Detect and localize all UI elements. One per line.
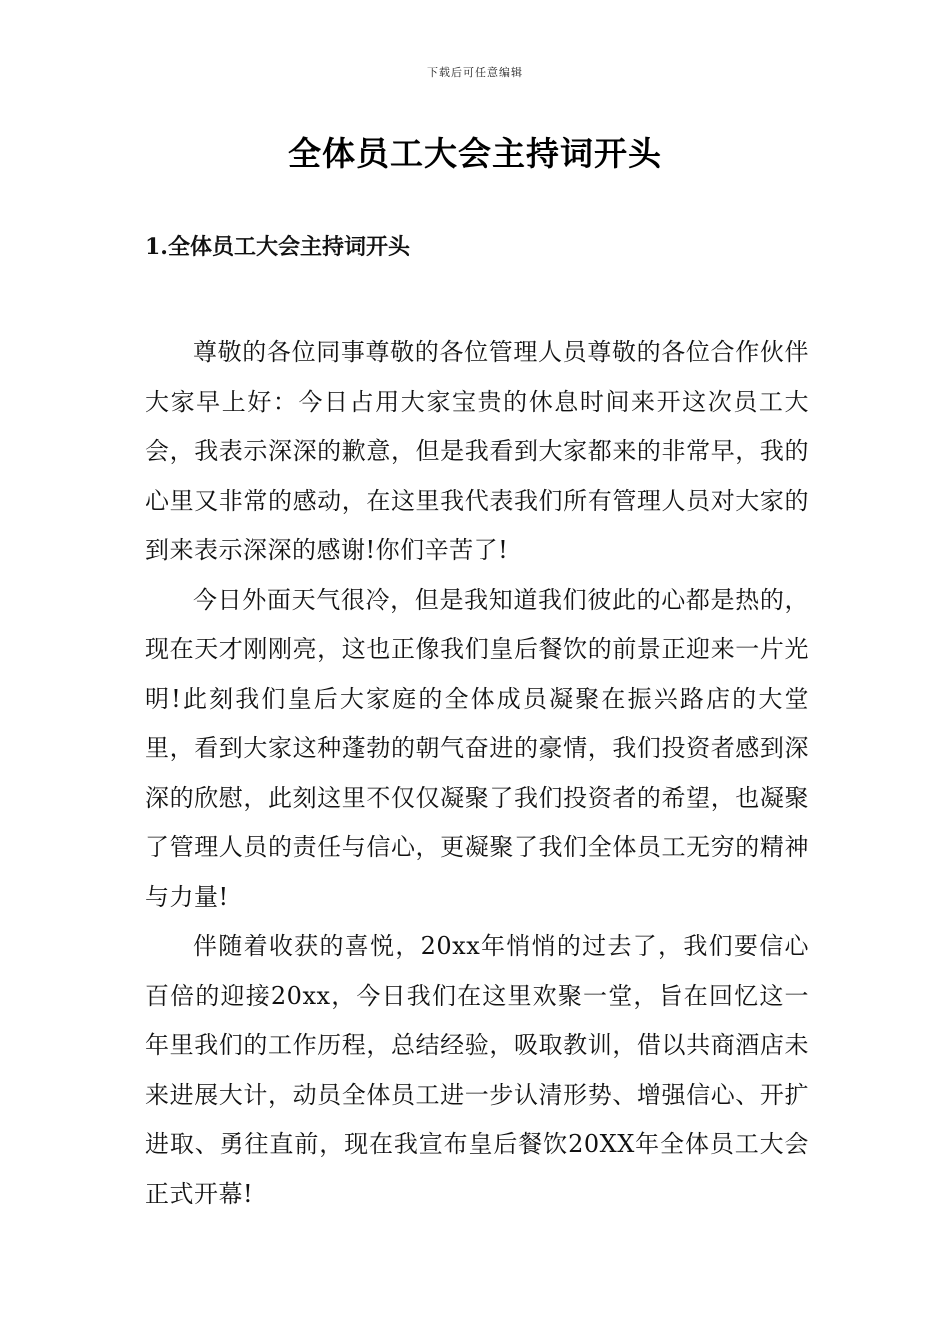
paragraph-opening: 伴随着收获的喜悦，20xx年悄悄的过去了，我们要信心百倍的迎接20xx，今日我们在这里欢聚一堂，旨在回忆这一年里我们的工作历程，总结经验，吸取教训，借以共商酒店未来进展大计，动员全体员工进一步认清形势、增强信心、开扩进取、勇往直前，现在我宣布皇后餐饮20XX年全体员工大会正式开幕! xyxy=(145,932,809,1208)
header-note: 下载后可任意编辑 xyxy=(427,66,523,79)
document-title: 全体员工大会主持词开头 xyxy=(288,134,662,173)
paragraph-greeting: 尊敬的各位同事尊敬的各位管理人员尊敬的各位合作伙伴大家早上好：今日占用大家宝贵的休息时间来开这次员工大会，我表示深深的歉意，但是我看到大家都来的非常早，我的心里又非常的感动，在这里我代表我们所有管理人员对大家的到来表示深深的感谢!你们辛苦了! xyxy=(145,338,809,564)
body-text xyxy=(145,328,809,1219)
section-heading: 1.全体员工大会主持词开头 xyxy=(145,234,410,260)
paragraph-weather: 今日外面天气很冷，但是我知道我们彼此的心都是热的，现在天才刚刚亮，这也正像我们皇后餐饮的前景正迎来一片光明!此刻我们皇后大家庭的全体成员凝聚在振兴路店的大堂里，看到大家这种蓬勃的朝气奋进的豪情，我们投资者感到深深的欣慰，此刻这里不仅仅凝聚了我们投资者的希望，也凝聚了管理人员的责任与信心，更凝聚了我们全体员工无穷的精神与力量! xyxy=(145,585,809,911)
